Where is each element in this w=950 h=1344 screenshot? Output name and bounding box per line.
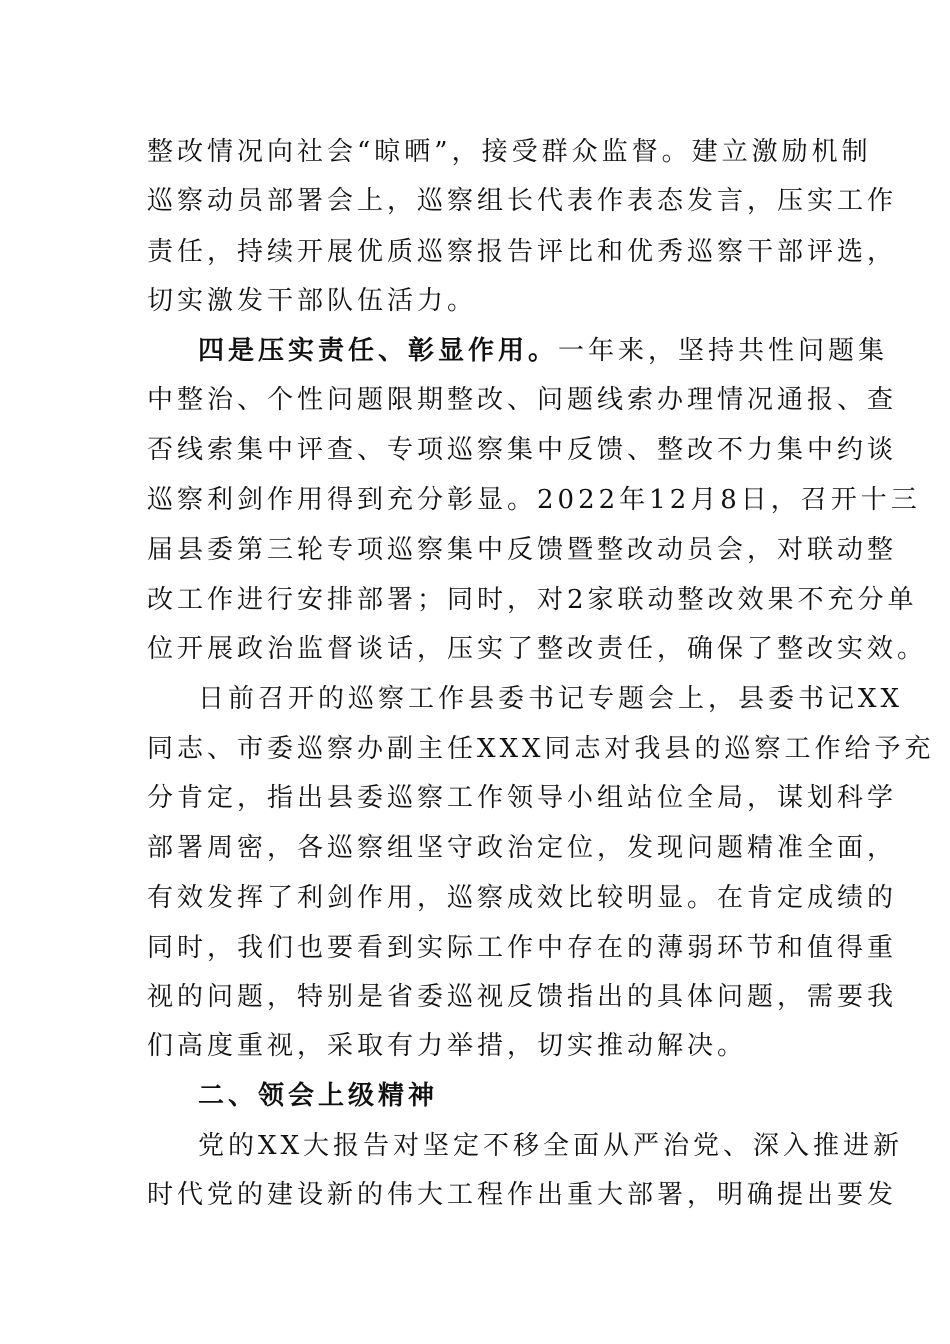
text-line: 巡察利剑作用得到充分彰显。2022年12月8日，召开十三 (147, 485, 921, 515)
text-line: 否线索集中评查、专项巡察集中反馈、整改不力集中约谈 (147, 435, 898, 465)
text-line: 改工作进行安排部署；同时，对2家联动整改效果不充分单 (147, 585, 918, 615)
paragraph-lead-rest: 一年来，坚持共性问题集 (558, 336, 889, 366)
text-line: 切实激发干部队伍活力。 (147, 286, 478, 316)
paragraph-first-line: 党的XX大报告对坚定不移全面从严治党、深入推进新 (198, 1131, 904, 1161)
text-line: 整改情况向社会“晾晒”，接受群众监督。建立激励机制 (147, 137, 872, 167)
section-heading: 二、领会上级精神 (198, 1081, 439, 1111)
text-line: 视的问题，特别是省委巡视反馈指出的具体问题，需要我 (147, 982, 898, 1012)
text-line: 部署周密，各巡察组坚守政治定位，发现问题精准全面， (147, 833, 898, 863)
text-line: 分肯定，指出县委巡察工作领导小组站位全局，谋划科学 (147, 783, 898, 813)
text-line: 巡察动员部署会上，巡察组长代表作表态发言，压实工作 (147, 186, 898, 216)
paragraph-first-line: 日前召开的巡察工作县委书记专题会上，县委书记XX (198, 684, 904, 714)
text-line: 届县委第三轮专项巡察集中反馈暨整改动员会，对联动整 (147, 535, 898, 565)
text-line: 责任，持续开展优质巡察报告评比和优秀巡察干部评选， (147, 237, 898, 267)
text-line: 有效发挥了利剑作用，巡察成效比较明显。在肯定成绩的 (147, 883, 898, 913)
text-line: 们高度重视，采取有力举措，切实推动解决。 (147, 1031, 748, 1061)
paragraph-first-line (198, 334, 889, 368)
text-line: 同志、市委巡察办副主任XXX同志对我县的巡察工作给予充 (147, 734, 935, 764)
text-line: 同时，我们也要看到实际工作中存在的薄弱环节和值得重 (147, 933, 898, 963)
paragraph-lead-bold: 四是压实责任、彰显作用。 (198, 336, 559, 366)
text-line: 时代党的建设新的伟大工程作出重大部署，明确提出要发 (147, 1180, 898, 1210)
text-line: 中整治、个性问题限期整改、问题线索办理情况通报、查 (147, 385, 898, 415)
text-line: 位开展政治监督谈话，压实了整改责任，确保了整改实效。 (147, 634, 928, 664)
